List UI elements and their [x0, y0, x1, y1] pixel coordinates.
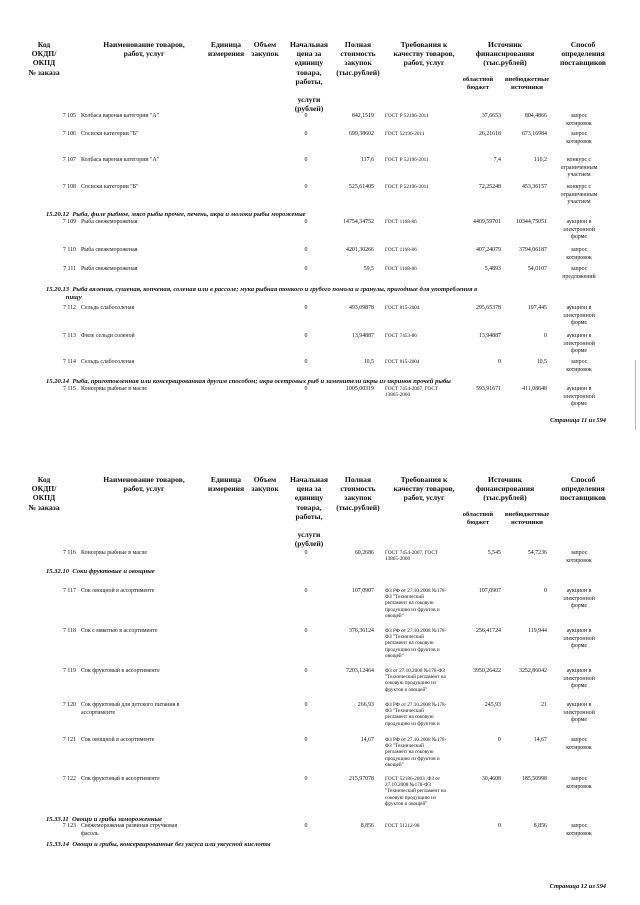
start-price: 0 — [304, 157, 308, 163]
total-cost: 4201,30266 — [346, 247, 374, 253]
header-unit: Единица измерения — [207, 40, 245, 59]
start-price: 0 — [304, 266, 308, 272]
extrabudget-sources: 110,2 — [533, 157, 547, 163]
start-price: 0 — [304, 359, 308, 365]
regional-budget: 5,4893 — [484, 266, 501, 272]
header-extrabudget: внебюджетные источники — [504, 511, 550, 526]
procurement-method: запрос котировок — [566, 823, 592, 837]
item-name: Филе сельди соленой — [81, 333, 135, 339]
header-source: Источник финансирования (тыс.рублей) — [475, 475, 535, 503]
header-start-price: Начальная цена за единицу товара, работы, услуги (рублей) — [289, 40, 329, 114]
start-price: 0 — [304, 776, 308, 782]
total-cost: 60,2686 — [354, 550, 374, 556]
total-cost: 10,5 — [363, 359, 374, 365]
extrabudget-sources: 804,4866 — [524, 113, 547, 119]
section-heading: 15.20.13 Рыба вяленая, сушеная, копченая, соленая или в рассоле; мука рыбная тонкого и грубого помола и гранулы, пригодные для употребления в пищу — [46, 286, 478, 301]
regional-budget: 407,24079 — [475, 247, 501, 253]
procurement-method: аукцион в электронной форме — [563, 702, 595, 724]
item-name: Сельдь слабосоленая — [81, 359, 135, 365]
start-price: 0 — [304, 184, 308, 190]
total-cost: 376,36124 — [348, 628, 374, 634]
total-cost: 117,6 — [360, 157, 374, 163]
header-volume: Объем закупок — [251, 40, 279, 59]
extrabudget-sources: 10344,75051 — [516, 219, 547, 225]
quality-requirements: ГОСТ Р 52196-2011 — [385, 184, 429, 190]
total-cost: 13,94887 — [351, 333, 374, 339]
start-price: 0 — [304, 247, 308, 253]
item-code: 7 118 — [62, 628, 76, 634]
procurement-method: запрос котировок — [566, 550, 592, 564]
regional-budget: 0 — [498, 737, 501, 743]
page-footer: Страница 11 из 594 — [549, 417, 606, 424]
header-total: Полная стоимость закупок (тыс.рублей) — [336, 475, 380, 512]
start-price: 0 — [304, 219, 308, 225]
item-code: 7 120 — [62, 702, 76, 708]
item-name: Консервы рыбные в масле — [81, 550, 148, 556]
extrabudget-sources: 185,50998 — [521, 776, 547, 782]
header-regional: областной бюджет — [462, 76, 494, 91]
total-cost: 7203,12464 — [346, 668, 374, 674]
extrabudget-sources: 673,16984 — [521, 131, 547, 137]
item-name: Рыба свежемороженая — [81, 247, 138, 253]
scan-artifact-line — [635, 360, 636, 430]
procurement-method: запрос предложений — [562, 266, 596, 280]
regional-budget: 4409,59701 — [473, 219, 501, 225]
extrabudget-sources: 54,7236 — [527, 550, 547, 556]
total-cost: 8,856 — [360, 823, 374, 829]
procurement-method: аукцион в электронной форме — [563, 628, 595, 650]
start-price: 0 — [304, 737, 308, 743]
quality-requirements: ФЗ от 27.10.2008 №178-ФЗ "Технический регламент на соковую продукцию из фруктов и овощей" — [385, 668, 446, 693]
item-name: Сок овощной в ассортименте — [81, 737, 155, 743]
item-name: Рыба свежемороженая — [81, 266, 138, 272]
regional-budget: 37,6653 — [481, 113, 501, 119]
item-name: Рыба свежемороженая — [81, 219, 138, 225]
page-block-12 — [0, 452, 640, 905]
procurement-method: аукцион в электронной форме — [563, 219, 595, 241]
section-heading: 15.20.12 Рыба, филе рыбное, мясо рыбы прочее, печень, икра и молоки рыбы мороженые — [46, 211, 306, 218]
procurement-method: конкурс с ограниченным участием — [560, 184, 598, 206]
procurement-method: аукцион в электронной форме — [563, 333, 595, 355]
item-name: Сок овощной в ассортименте — [81, 588, 155, 594]
start-price: 0 — [304, 823, 308, 829]
regional-budget: 30,4608 — [481, 776, 501, 782]
extrabudget-sources: 3794,06187 — [519, 247, 547, 253]
total-cost: 1005,00319 — [346, 386, 374, 392]
regional-budget: 256,41724 — [475, 628, 501, 634]
start-price: 0 — [304, 588, 308, 594]
regional-budget: 26,21618 — [478, 131, 501, 137]
item-code: 7 109 — [62, 219, 76, 225]
start-price: 0 — [304, 550, 308, 556]
header-regional: областной бюджет — [462, 511, 494, 526]
start-price: 0 — [304, 702, 308, 708]
start-price: 0 — [304, 668, 308, 674]
regional-budget: 295,65378 — [475, 305, 501, 311]
regional-budget: 72,25248 — [478, 184, 501, 190]
section-heading: 15.33.11 Овощи и грибы замороженные — [46, 816, 163, 823]
regional-budget: 0 — [498, 359, 501, 365]
start-price: 0 — [304, 628, 308, 634]
header-source: Источник финансирования (тыс.рублей) — [475, 40, 535, 68]
procurement-method: аукцион в электронной форме — [563, 386, 595, 408]
extrabudget-sources: 0 — [544, 588, 547, 594]
quality-requirements: ГОСТ 815-2004 — [385, 305, 420, 311]
procurement-method: запрос котировок — [566, 737, 592, 751]
header-requirements: Требования к качеству товаров, работ, услуг — [393, 40, 455, 68]
item-name: Свежемороженая развиная стручковая фасоль — [81, 823, 178, 837]
item-code: 7 106 — [62, 131, 76, 137]
item-code: 7 110 — [62, 247, 76, 253]
procurement-method: запрос котировок — [566, 359, 592, 373]
regional-budget: 3950,26422 — [473, 668, 501, 674]
item-name: Консервы рыбные в масле — [81, 386, 148, 392]
quality-requirements: ГОСТ 7454-2007, ГОСТ 13865-2000 — [385, 550, 438, 563]
item-code: 7 122 — [62, 776, 76, 782]
total-cost: 842,1519 — [351, 113, 374, 119]
procurement-method: аукцион в электронной форме — [563, 668, 595, 690]
item-name: Колбаса вареная категории "А" — [81, 157, 160, 163]
table-header — [0, 0, 640, 120]
procurement-method: аукцион в электронной форме — [563, 588, 595, 610]
item-name: Сосиски категории "Б" — [81, 184, 139, 190]
quality-requirements: ФЗ РФ от 27.10.2008 №178- ФЗ "Технический регламент на соковую продукцию из фруктов и овощей" — [385, 588, 447, 619]
quality-requirements: ГОСТ 1168-86 — [385, 219, 417, 225]
total-cost: 14,67 — [360, 737, 374, 743]
item-code: 7 105 — [62, 113, 76, 119]
header-extrabudget: внебюджетные источники — [504, 76, 550, 91]
quality-requirements: ГОСТ 815-2004 — [385, 359, 420, 365]
header-name: Наименование товаров, работ, услуг — [103, 475, 185, 494]
section-heading: 15.20.14 Рыба, приготовленная или консервированная другим способом; икра осетровых рыб и заменители икры из икринок прочей рыбы — [46, 378, 451, 385]
total-cost: 215,97078 — [348, 776, 374, 782]
procurement-method: запрос котировок — [566, 776, 592, 790]
quality-requirements: ГОСТ Р 52196-2011 — [385, 157, 429, 163]
extrabudget-sources: 453,36157 — [521, 184, 547, 190]
item-code: 7 108 — [62, 184, 76, 190]
start-price: 0 — [304, 386, 308, 392]
total-cost: 699,38602 — [348, 131, 374, 137]
item-name: Колбаса вареная категории "А" — [81, 113, 160, 119]
total-cost: 107,0907 — [351, 588, 374, 594]
header-start-price: Начальная цена за единицу товара, работы, услуги (рублей) — [289, 475, 329, 549]
start-price: 0 — [304, 131, 308, 137]
header-method: Способ определения поставщиков — [559, 475, 607, 503]
procurement-method: запрос котировок — [566, 247, 592, 261]
extrabudget-sources: 3252,86042 — [519, 668, 547, 674]
item-name: Сосиски категории "Б" — [81, 131, 139, 137]
extrabudget-sources: 21 — [541, 702, 547, 708]
section-heading: 15.33.14 Овощи и грибы, консервированные без уксуса или уксусной кислоты — [46, 841, 271, 848]
quality-requirements: ГОСТ 7454-2007, ГОСТ 13865-2000 — [385, 386, 438, 399]
item-name: Сок фруктовый в ассортименте — [81, 776, 160, 782]
item-code: 7 107 — [62, 157, 76, 163]
regional-budget: 5,545 — [487, 550, 501, 556]
item-code: 7 115 — [62, 386, 76, 392]
quality-requirements: ФЗ РФ от 27.10.2008 №178- ФЗ "Технический регламент на соковую продукцию из фруктов и — [385, 702, 447, 727]
item-name: Сок фруктовый для детского питания в ассортименте — [81, 702, 180, 716]
header-unit: Единица измерения — [207, 475, 245, 494]
extrabudget-sources: 14,67 — [533, 737, 547, 743]
procurement-method: аукцион в электронной форме — [563, 305, 595, 327]
header-total: Полная стоимость закупок (тыс.рублей) — [336, 40, 380, 77]
item-code: 7 116 — [62, 550, 76, 556]
extrabudget-sources: 411,08648 — [522, 386, 547, 392]
item-code: 7 117 — [62, 588, 76, 594]
procurement-method: запрос котировок — [566, 113, 592, 127]
quality-requirements: ГОСТ 52196-2011 — [385, 131, 425, 137]
extrabudget-sources: 197,445 — [527, 305, 547, 311]
total-cost: 493,09878 — [348, 305, 374, 311]
regional-budget: 107,0907 — [478, 588, 501, 594]
item-code: 7 113 — [62, 333, 76, 339]
total-cost: 525,61405 — [348, 184, 374, 190]
header-name: Наименование товаров, работ, услуг — [103, 40, 185, 59]
extrabudget-sources: 0 — [544, 333, 547, 339]
regional-budget: 593,91671 — [475, 386, 501, 392]
regional-budget: 13,94887 — [478, 333, 501, 339]
header-code: Код ОКДП/ ОКПД № заказа — [28, 475, 60, 512]
page-footer: Страница 12 из 594 — [549, 883, 606, 890]
item-code: 7 123 — [62, 823, 76, 829]
extrabudget-sources: 54,0107 — [527, 266, 547, 272]
quality-requirements: ГОСТ 7453-86 — [385, 333, 417, 339]
item-code: 7 121 — [62, 737, 76, 743]
total-cost: 266,93 — [357, 702, 374, 708]
procurement-method: запрос котировок — [566, 131, 592, 145]
quality-requirements: ГОСТ 51212-98 — [385, 823, 420, 829]
header-code: Код ОКДП/ ОКПД № заказа — [28, 40, 60, 77]
procurement-method: конкурс с ограниченным участием — [560, 157, 598, 179]
item-code: 7 111 — [63, 266, 76, 272]
quality-requirements: ГОСТ 1168-86 — [385, 266, 417, 272]
item-name: Сок с мякотью в ассортименте — [81, 628, 158, 634]
regional-budget: 7,4 — [493, 157, 501, 163]
start-price: 0 — [304, 113, 308, 119]
quality-requirements: ГОСТ Р 52196-2011 — [385, 113, 429, 119]
item-code: 7 114 — [62, 359, 76, 365]
page-block-11 — [0, 0, 640, 450]
regional-budget: 245,93 — [484, 702, 501, 708]
extrabudget-sources: 8,856 — [533, 823, 547, 829]
section-heading: 15.32.10 Соки фруктовые и овощные — [46, 568, 155, 575]
item-code: 7 119 — [62, 668, 76, 674]
extrabudget-sources: 119,944 — [528, 628, 547, 634]
header-volume: Объем закупок — [251, 475, 279, 494]
quality-requirements: ФЗ РФ от 27.10.2008 №178- ФЗ "Технический регламент на соковую продукцию из фруктов и овощей" — [385, 628, 447, 659]
item-name: Сок фруктовый в ассортименте — [81, 668, 160, 674]
header-method: Способ определения поставщиков — [559, 40, 607, 68]
quality-requirements: ГОСТ 52186-2003 ,ФЗ от 27.10.2008 №178-ФЗ "Технический регламент на соковую продукцию из фруктов и овощей" — [385, 776, 446, 807]
start-price: 0 — [304, 333, 308, 339]
total-cost: 59,5 — [363, 266, 374, 272]
total-cost: 14754,34752 — [343, 219, 374, 225]
start-price: 0 — [304, 305, 308, 311]
quality-requirements: ГОСТ 1168-86 — [385, 247, 417, 253]
item-code: 7 112 — [62, 305, 76, 311]
regional-budget: 0 — [498, 823, 501, 829]
item-name: Сельдь слабосоленая — [81, 305, 135, 311]
quality-requirements: ФЗ РФ от 27.10.2008 №178- ФЗ "Технический регламент на соковую продукцию из фруктов и овощей" — [385, 737, 447, 768]
header-requirements: Требования к качеству товаров, работ, услуг — [393, 475, 455, 503]
extrabudget-sources: 10,5 — [536, 359, 547, 365]
